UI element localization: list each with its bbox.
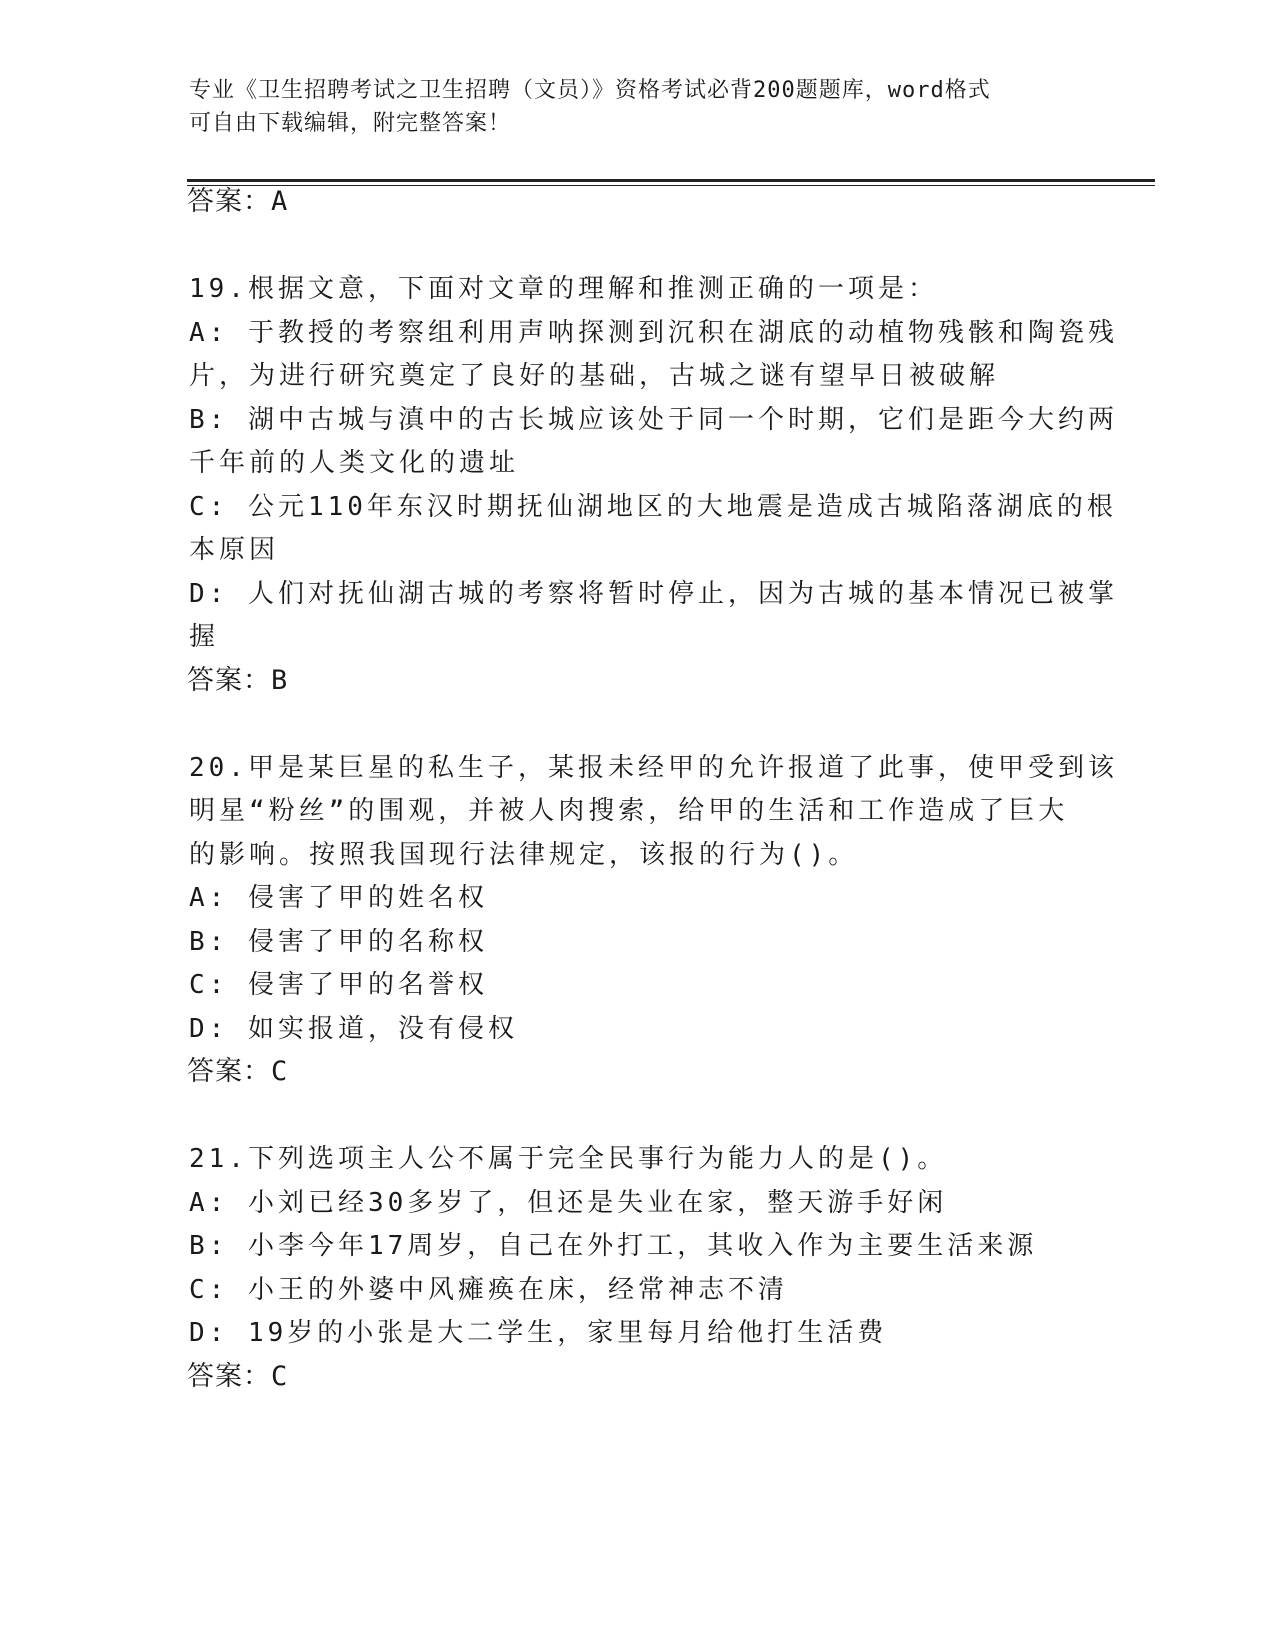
answer-label: 答案： bbox=[187, 1361, 271, 1392]
answer-label: 答案： bbox=[187, 186, 271, 217]
question-21-option-d: D: 19岁的小张是大二学生，家里每月给他打生活费 bbox=[189, 1318, 888, 1348]
question-20-option-d: D: 如实报道，没有侵权 bbox=[189, 1014, 518, 1044]
answer-line-18 bbox=[187, 184, 288, 220]
question-19-option-b: B: 湖中古城与滇中的古长城应该处于同一个时期，它们是距今大约两 bbox=[189, 405, 1118, 435]
question-20-option-b: B: 侵害了甲的名称权 bbox=[189, 927, 488, 957]
question-21-stem: 21.下列选项主人公不属于完全民事行为能力人的是()。 bbox=[189, 1144, 948, 1174]
answer-line-21 bbox=[187, 1359, 288, 1395]
question-19-option-a-cont: 片，为进行研究奠定了良好的基础，古城之谜有望早日被破解 bbox=[189, 361, 1000, 391]
question-19-option-d: D: 人们对抚仙湖古城的考察将暂时停止，因为古城的基本情况已被掌 bbox=[189, 579, 1118, 609]
question-21-option-c: C: 小王的外婆中风瘫痪在床，经常神志不清 bbox=[189, 1275, 788, 1305]
question-21-option-b: B: 小李今年17周岁，自己在外打工，其收入作为主要生活来源 bbox=[189, 1231, 1038, 1261]
answer-label: 答案： bbox=[187, 665, 271, 696]
answer-value: B bbox=[271, 665, 289, 696]
question-19-stem: 19.根据文意，下面对文章的理解和推测正确的一项是： bbox=[189, 274, 938, 304]
header-line-1: 专业《卫生招聘考试之卫生招聘（文员）》资格考试必背200题题库，word格式 bbox=[189, 78, 991, 103]
header-line-2: 可自由下载编辑，附完整答案！ bbox=[189, 111, 512, 136]
question-20-option-c: C: 侵害了甲的名誉权 bbox=[189, 970, 488, 1000]
question-20-stem: 20.甲是某巨星的私生子，某报未经甲的允许报道了此事，使甲受到该 bbox=[189, 753, 1118, 783]
question-19-option-c: C: 公元110年东汉时期抚仙湖地区的大地震是造成古城陷落湖底的根 bbox=[189, 492, 1117, 522]
answer-label: 答案： bbox=[187, 1056, 271, 1087]
question-19-option-d-cont: 握 bbox=[189, 622, 220, 652]
question-20-stem-cont-2: 的影响。按照我国现行法律规定，该报的行为()。 bbox=[189, 840, 859, 870]
question-19-option-a: A: 于教授的考察组利用声呐探测到沉积在湖底的动植物残骸和陶瓷残 bbox=[189, 318, 1118, 348]
question-20-option-a: A: 侵害了甲的姓名权 bbox=[189, 883, 488, 913]
header-rule-thin bbox=[187, 185, 1155, 186]
header-rule-thick bbox=[187, 179, 1155, 182]
question-19-option-b-cont: 千年前的人类文化的遗址 bbox=[189, 448, 520, 478]
answer-value: C bbox=[271, 1361, 289, 1392]
answer-value: A bbox=[271, 186, 289, 217]
question-20-stem-cont-1: 明星“粉丝”的围观，并被人肉搜索，给甲的生活和工作造成了巨大 bbox=[189, 796, 1069, 826]
answer-value: C bbox=[271, 1056, 289, 1087]
answer-line-20 bbox=[187, 1054, 288, 1090]
document-header bbox=[189, 74, 1089, 140]
answer-line-19 bbox=[187, 663, 288, 699]
question-21-option-a: A: 小刘已经30多岁了，但还是失业在家，整天游手好闲 bbox=[189, 1188, 948, 1218]
question-19-option-c-cont: 本原因 bbox=[189, 535, 280, 565]
